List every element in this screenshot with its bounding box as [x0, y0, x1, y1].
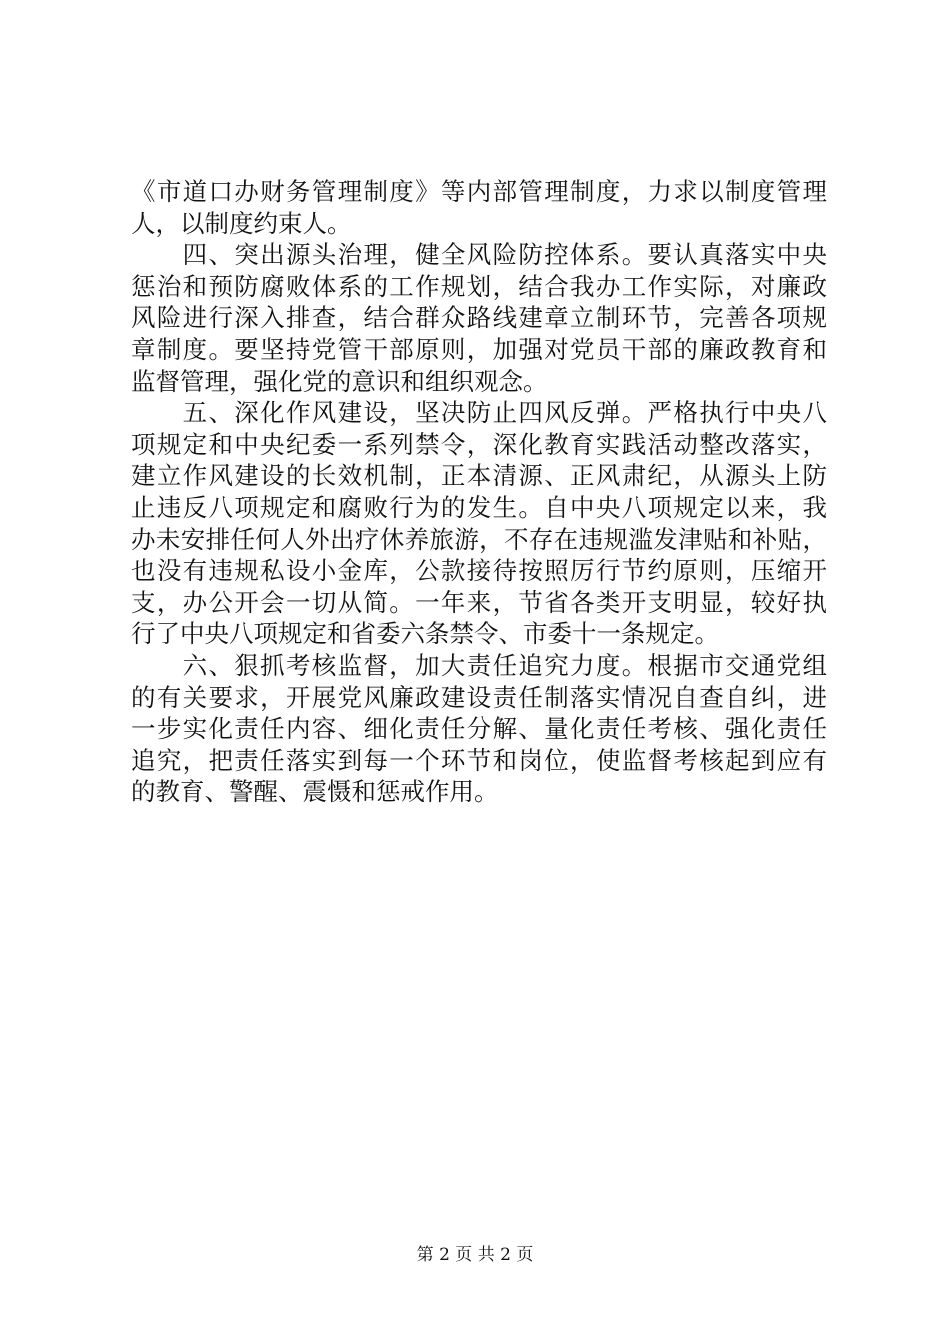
paragraph — [131, 650, 827, 808]
text-line: 风险进行深入排查，结合群众路线建章立制环节，完善各项规 — [131, 303, 827, 333]
text-line: 办未安排任何人外出疗休养旅游，不存在违规滥发津贴和补贴， — [131, 524, 827, 554]
text-line: 惩治和预防腐败体系的工作规划，结合我办工作实际，对廉政 — [131, 271, 827, 301]
text-line: 追究，把责任落实到每一个环节和岗位，使监督考核起到应有 — [131, 745, 827, 775]
text-line: 《市道口办财务管理制度》等内部管理制度，力求以制度管理 — [131, 177, 827, 206]
text-line: 建立作风建设的长效机制，正本清源、正风肃纪，从源头上防 — [131, 461, 827, 491]
paragraph — [131, 239, 827, 397]
text-line: 也没有违规私设小金库，公款接待按照厉行节约原则，压缩开 — [131, 556, 827, 586]
paragraph — [131, 176, 827, 239]
text-line: 监督管理，强化党的意识和组织观念。 — [131, 366, 548, 396]
text-line: 行了中央八项规定和省委六条禁令、市委十一条规定。 — [131, 619, 719, 649]
text-line: 五、深化作风建设，坚决防止四风反弹。严格执行中央八 — [131, 398, 827, 428]
text-line: 人，以制度约束人。 — [131, 208, 352, 238]
text-line: 一步实化责任内容、细化责任分解、量化责任考核、强化责任 — [131, 714, 827, 744]
text-line: 项规定和中央纪委一系列禁令，深化教育实践活动整改落实， — [131, 429, 827, 459]
page-number-footer: 第 2 页 共 2 页 — [416, 1245, 534, 1265]
text-line: 的教育、警醒、震慑和惩戒作用。 — [131, 777, 499, 807]
text-line: 六、狠抓考核监督，加大责任追究力度。根据市交通党组 — [131, 650, 827, 680]
text-line: 止违反八项规定和腐败行为的发生。自中央八项规定以来，我 — [131, 492, 827, 522]
paragraph — [131, 397, 827, 650]
text-line: 的有关要求，开展党风廉政建设责任制落实情况自查自纠，进 — [131, 682, 827, 712]
text-line: 支，办公开会一切从简。一年来，节省各类开支明显，较好执 — [131, 587, 827, 617]
text-line: 四、突出源头治理，健全风险防控体系。要认真落实中央 — [131, 240, 827, 270]
document-body — [131, 176, 827, 808]
text-line: 章制度。要坚持党管干部原则，加强对党员干部的廉政教育和 — [131, 334, 827, 364]
